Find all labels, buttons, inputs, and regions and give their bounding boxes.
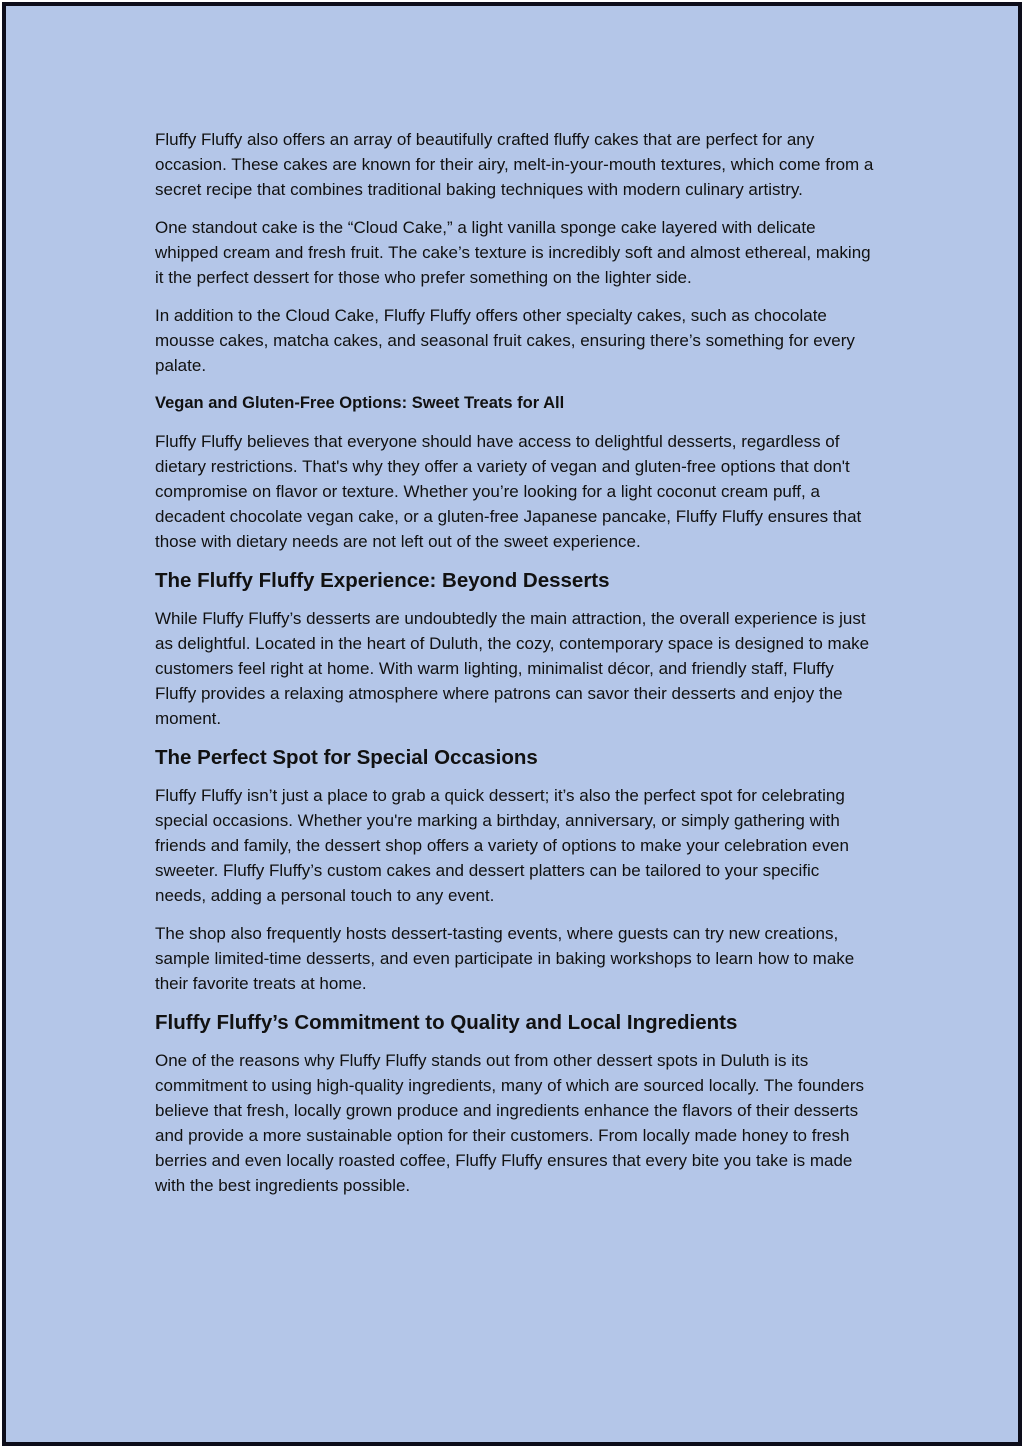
heading-experience: The Fluffy Fluffy Experience: Beyond Desserts (155, 569, 610, 592)
paragraph-tasting-events: The shop also frequently hosts dessert-tasting events, where guests can try new creations, sample limited-time desserts, and even participate in baking workshops to learn how to make their favorite treats at home. (155, 924, 855, 993)
paragraph-fluffy-cakes: Fluffy Fluffy also offers an array of beautifully crafted fluffy cakes that are perfect for any occasion. These cakes are known for their airy, melt-in-your-mouth textures, which come from a secret recipe that combines traditional baking techniques with modern culinary artistry. (155, 130, 874, 199)
heading-quality-ingredients: Fluffy Fluffy’s Commitment to Quality and Local Ingredients (155, 1011, 738, 1034)
document-page (2, 2, 1022, 1446)
paragraph-specialty-cakes: In addition to the Cloud Cake, Fluffy Fluffy offers other specialty cakes, such as chocolate mousse cakes, matcha cakes, and seasonal fruit cakes, ensuring there’s something for every palate. (155, 306, 855, 375)
paragraph-experience: While Fluffy Fluffy’s desserts are undoubtedly the main attraction, the overall experience is just as delightful. Located in the heart of Duluth, the cozy, contemporary space is designed to make customers feel right at home. With warm lighting, minimalist décor, and friendly staff, Fluffy Fluffy provides a relaxing atmosphere where patrons can savor their desserts and enjoy the moment. (155, 609, 870, 728)
paragraph-special-occasions: Fluffy Fluffy isn’t just a place to grab a quick dessert; it’s also the perfect spot for celebrating special occasions. Whether you're marking a birthday, anniversary, or simply gathering with friends and family, the dessert shop offers a variety of options to make your celebration even sweeter. Fluffy Fluffy’s custom cakes and dessert platters can be tailored to your specific needs, adding a personal touch to any event. (155, 786, 849, 905)
paragraph-quality-ingredients: One of the reasons why Fluffy Fluffy stands out from other dessert spots in Duluth is its commitment to using high-quality ingredients, many of which are sourced locally. The founders believe that fresh, locally grown produce and ingredients enhance the flavors of their desserts and provide a more sustainable option for their customers. From locally made honey to fresh berries and even locally roasted coffee, Fluffy Fluffy ensures that every bite you take is made with the best ingredients possible. (155, 1051, 865, 1195)
heading-special-occasions: The Perfect Spot for Special Occasions (155, 746, 538, 769)
paragraph-vegan-options: Fluffy Fluffy believes that everyone should have access to delightful desserts, regardless of dietary restrictions. That's why they offer a variety of vegan and gluten-free options that don't compromise on flavor or texture. Whether you’re looking for a light coconut cream puff, a decadent chocolate vegan cake, or a gluten-free Japanese pancake, Fluffy Fluffy ensures that those with dietary needs are not left out of the sweet experience. (155, 432, 862, 551)
paragraph-cloud-cake: One standout cake is the “Cloud Cake,” a light vanilla sponge cake layered with delicate whipped cream and fresh fruit. The cake’s texture is incredibly soft and almost ethereal, making it the perfect dessert for those who prefer something on the lighter side. (155, 218, 871, 287)
subheading-vegan-gluten-free: Vegan and Gluten-Free Options: Sweet Treats for All (155, 394, 565, 412)
document-body (155, 127, 875, 1211)
